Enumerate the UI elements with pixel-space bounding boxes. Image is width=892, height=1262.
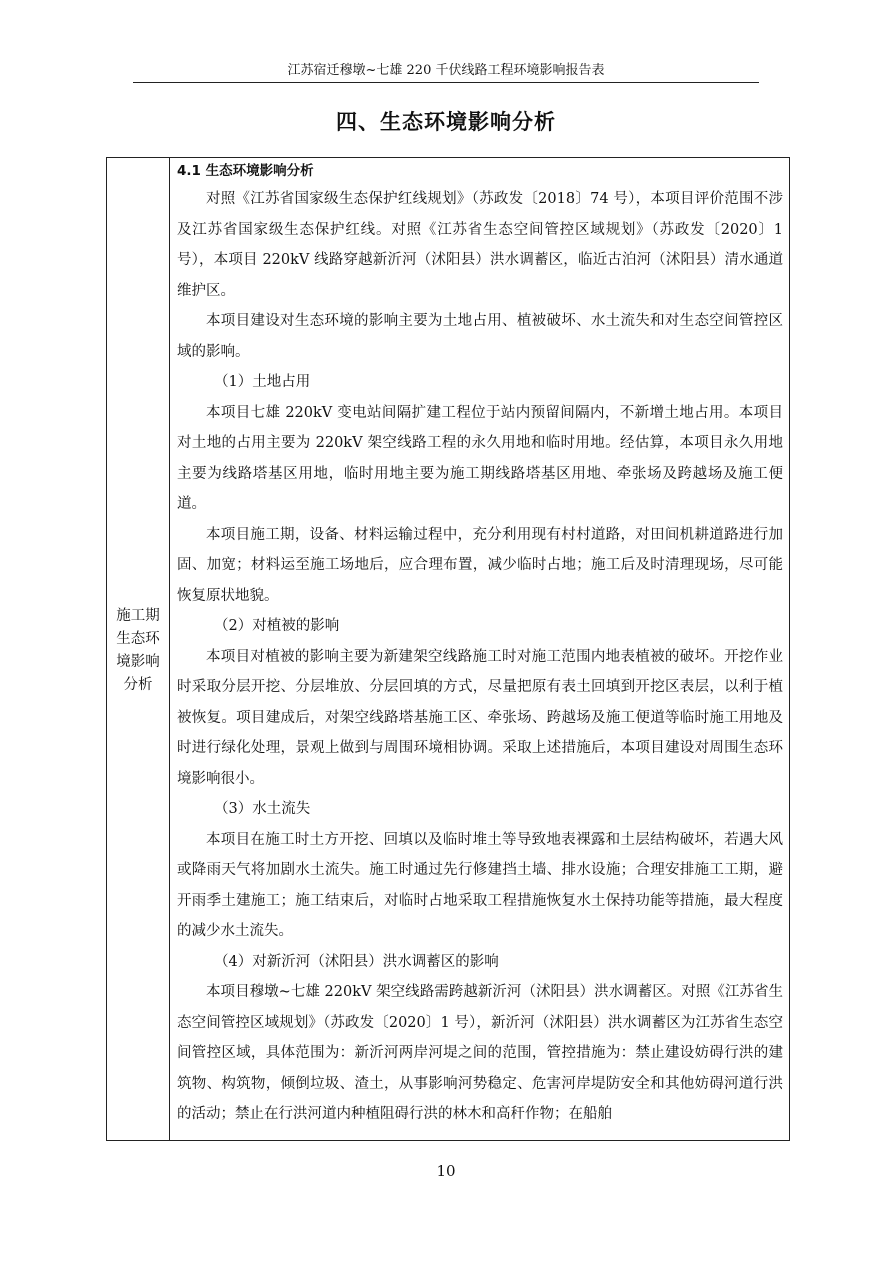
paragraph: 本项目穆墩~七雄 220kV 架空线路需跨越新沂河（沭阳县）洪水调蓄区。对照《江苏省生态空间管控区域规划》（苏政发〔2020〕1 号），新沂河（沭阳县）洪水调蓄区为江苏省生态空间管控区域，具体范围为：新沂河两岸河堤之间的范围，管控措施为：禁止建设妨碍行洪的建筑物、构筑物，倾倒垃圾、渣土，从事影响河势稳定、危害河岸堤防安全和其他妨碍河道行洪的活动；禁止在行洪河道内种植阻碍行洪的林木和高秆作物；在船舶: [177, 984, 783, 1122]
table-content-cell: [177, 158, 783, 1130]
paragraph: 本项目在施工时土方开挖、回填以及临时堆土等导致地表裸露和土层结构破坏，若遇大风或降雨天气将加剧水土流失。施工时通过先行修建挡土墙、排水设施；合理安排施工工期，避开雨季土建施工；施工结束后，对临时占地采取工程措施恢复水土保持功能等措施，最大程度的减少水土流失。: [177, 831, 783, 939]
paragraph: 本项目对植被的影响主要为新建架空线路施工时对施工范围内地表植被的破坏。开挖作业时采取分层开挖、分层堆放、分层回填的方式，尽量把原有表土回填到开挖区表层，以利于植被恢复。项目建成后，对架空线路塔基施工区、牵张场、跨越场及施工便道等临时施工用地及时进行绿化处理，景观上做到与周围环境相协调。采取上述措施后，本项目建设对周围生态环境影响很小。: [177, 648, 783, 787]
chapter-title: 四、生态环境影响分析: [336, 110, 556, 134]
row-label-line: 境影响: [116, 654, 160, 670]
paragraph: 本项目七雄 220kV 变电站间隔扩建工程位于站内预留间隔内，不新增土地占用。本项目对土地的占用主要为 220kV 架空线路工程的永久用地和临时用地。经估算，本项目永久用地主要为线路塔基区用地，临时用地主要为施工期线路塔基区用地、牵张场及跨越场及施工便道。: [177, 404, 783, 512]
paragraph: 本项目施工期，设备、材料运输过程中，充分利用现有村村道路，对田间机耕道路进行加固、加宽；材料运至施工场地后，应合理布置，减少临时占地；施工后及时清理现场，尽可能恢复原状地貌。: [177, 526, 783, 604]
row-label-line: 施工期: [116, 608, 160, 624]
row-label-line: 分析: [123, 677, 153, 693]
row-label-line: 生态环: [116, 631, 160, 647]
section-title: 4.1 生态环境影响分析: [177, 163, 314, 179]
subsection-heading: （4）对新沂河（沭阳县）洪水调蓄区的影响: [214, 953, 499, 970]
subsection-heading: （1）土地占用: [214, 374, 311, 390]
page-header: 江苏宿迁穆墩~七雄 220 千伏线路工程环境影响报告表: [287, 63, 605, 78]
subsection-heading: （3）水土流失: [214, 801, 311, 817]
subsection-heading: （2）对植被的影响: [214, 618, 340, 634]
table-column-divider: [169, 157, 170, 1141]
row-label: [107, 605, 169, 697]
page-number: 10: [436, 1162, 456, 1180]
paragraph: 对照《江苏省国家级生态保护红线规划》（苏政发〔2018〕74 号），本项目评价范围不涉及江苏省国家级生态保护红线。对照《江苏省生态空间管控区域规划》（苏政发〔2020〕1 号），本项目 220kV 线路穿越新沂河（沭阳县）洪水调蓄区，临近古泊河（沭阳县）清水通道维护区。: [177, 191, 783, 299]
paragraph: 本项目建设对生态环境的影响主要为土地占用、植被破坏、水土流失和对生态空间管控区域的影响。: [177, 313, 783, 360]
header-rule: [133, 82, 759, 83]
